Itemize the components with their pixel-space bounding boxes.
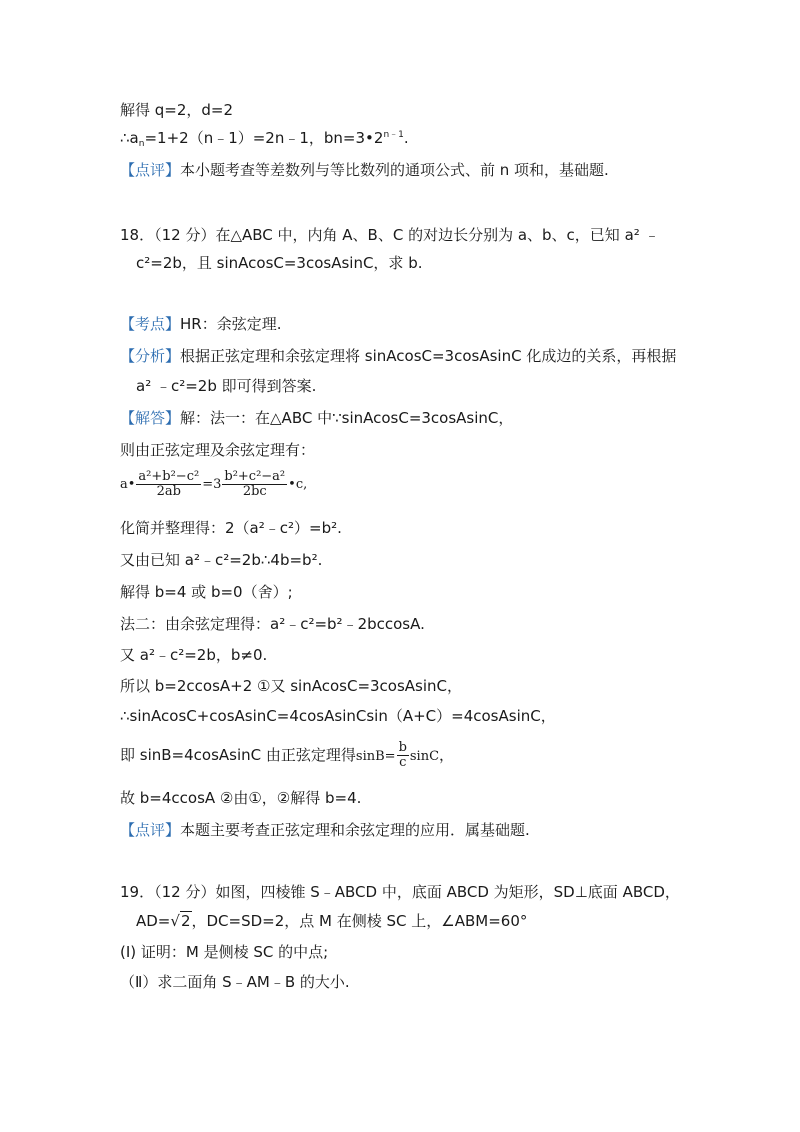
solution-line: 法二：由余弦定理得：a²﹣c²=b²﹣2bccosA. <box>120 615 425 633</box>
solution-line: 又 a²﹣c²=2b，b≠0. <box>120 646 268 664</box>
review-tag: 【点评】 <box>120 821 181 839</box>
sine-law-line: 即 sinB=4cosAsinC 由正弦定理得sinB= $\frac{b}{c}$ sinC， <box>120 740 455 770</box>
jieda-tag: 【解答】 <box>120 409 181 427</box>
solution-line: 故 b=4ccosA ②由①，②解得 b=4. <box>120 789 362 807</box>
jieda-line: 【解答】解：法一：在△ABC 中∵sinAcosC=3cosAsinC， <box>120 409 514 427</box>
solution-formula-line: $\therefore a_n=1+2(n﹣1)=2n﹣1$，$bn=3•2^{n﹣1}$. <box>120 129 409 149</box>
question-19-line-1: 19．（12 分）如图，四棱锥 S﹣ABCD 中，底面 ABCD 为矩形，SD⊥底面 ABCD， <box>120 883 680 901</box>
fraction-formula: a• $\frac{\text{a²+b²−c²}}{2ab}$ =3 $\frac{\text{b²+c²−a²}}{2bc}$ •c, <box>120 469 308 499</box>
solution-line: 所以 b=2ccosA+2 ①又 sinAcosC=3cosAsinC， <box>120 677 463 695</box>
fenxi-line-1: 【分析】根据正弦定理和余弦定理将 sinAcosC=3cosAsinC 化成边的关系，再根据 <box>120 347 677 365</box>
review-line: 【点评】本题主要考查正弦定理和余弦定理的应用．属基础题. <box>120 821 530 839</box>
review-line: 【点评】本小题考查等差数列与等比数列的通项公式、前 n 项和，基础题. <box>120 161 609 179</box>
question-19-line-2: AD=√2，DC=SD=2，点 M 在侧棱 SC 上，∠ABM=60° <box>136 912 528 930</box>
solution-line: 解得 q=2，d=2 <box>120 101 234 119</box>
kaodian-tag: 【考点】 <box>120 315 181 333</box>
fraction-b-over-c: $\frac{b}{c}$ <box>398 740 407 770</box>
question-18-line-2: c²=2b，且 sinAcosC=3cosAsinC，求 b. <box>136 254 423 272</box>
solution-line: 化简并整理得：2（a²﹣c²）=b². <box>120 519 342 537</box>
solution-line: 解得 b=4 或 b=0（舍）; <box>120 583 293 601</box>
question-19-part-2: （Ⅱ）求二面角 S﹣AM﹣B 的大小. <box>120 973 350 991</box>
fraction-1: $\frac{\text{a²+b²−c²}}{2ab}$ <box>138 469 200 499</box>
solution-line: 则由正弦定理及余弦定理有： <box>120 441 316 459</box>
fenxi-line-2: a² ﹣c²=2b 即可得到答案. <box>136 377 317 395</box>
review-tag: 【点评】 <box>120 161 181 179</box>
question-19-part-1: (Ⅰ) 证明：M 是侧棱 SC 的中点; <box>120 943 329 961</box>
solution-line: 又由已知 a²﹣c²=2b∴4b=b². <box>120 551 323 569</box>
kaodian-line: 【考点】HR：余弦定理. <box>120 315 282 333</box>
fenxi-tag: 【分析】 <box>120 347 181 365</box>
question-18-line-1: 18．（12 分）在△ABC 中，内角 A、B、C 的对边长分别为 a、b、c，已知 a² ﹣ <box>120 226 660 244</box>
fraction-2: $\frac{\text{b²+c²−a²}}{2bc}$ <box>224 469 286 499</box>
solution-line: ∴sinAcosC+cosAsinC=4cosAsinCsin（A+C）=4cosAsinC， <box>120 707 556 725</box>
